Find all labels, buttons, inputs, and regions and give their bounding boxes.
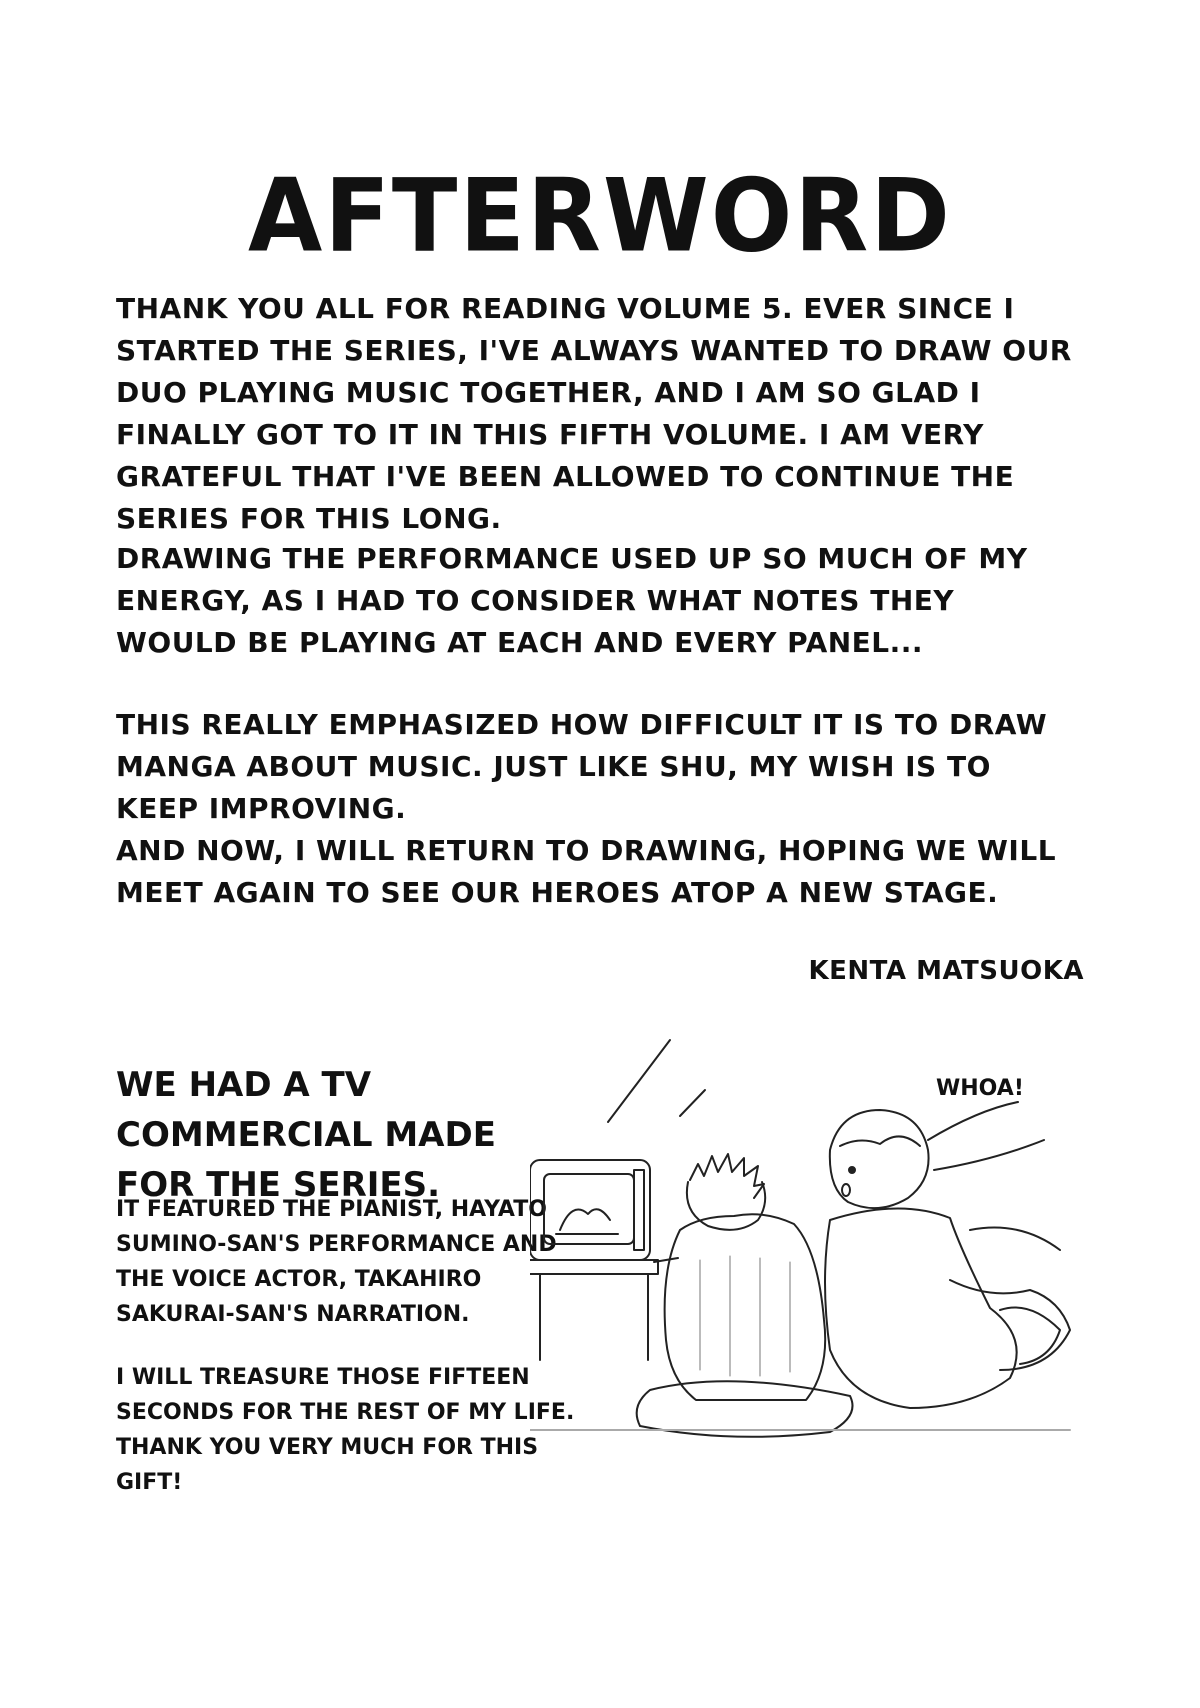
motion-line: [680, 1090, 705, 1116]
tv-icon: [530, 1160, 678, 1360]
author-signature: KENTA MATSUOKA: [808, 956, 1084, 986]
commercial-paragraph-1: IT FEATURED THE PIANIST, HAYATO SUMINO-SAN'S PERFORMANCE AND THE VOICE ACTOR, TAKAHIRO SAKURAI-SAN'S NARRATION.: [116, 1197, 557, 1327]
afterword-paragraph-4: AND NOW, I WILL RETURN TO DRAWING, HOPING WE WILL MEET AGAIN TO SEE OUR HEROES ATOP A NEW STAGE.: [116, 834, 1057, 909]
page-title: AFTERWORD: [248, 157, 952, 275]
motion-line: [608, 1040, 670, 1122]
commercial-paragraph-2: I WILL TREASURE THOSE FIFTEEN SECONDS FOR THE REST OF MY LIFE. THANK YOU VERY MUCH FOR THIS GIFT!: [116, 1365, 575, 1495]
speech-whoa: WHOA!: [936, 1076, 1024, 1101]
afterword-paragraph-1: THANK YOU ALL FOR READING VOLUME 5. EVER SINCE I STARTED THE SERIES, I'VE ALWAYS WANTED TO DRAW OUR DUO PLAYING MUSIC TOGETHER, AND I AM SO GLAD I FINALLY GOT TO IT IN THIS FIFTH VOLUME. I AM VERY GRATEFUL THAT I'VE BEEN ALLOWED TO CONTINUE THE SERIES FOR THIS LONG.: [116, 292, 1072, 535]
commercial-heading: WE HAD A TV COMMERCIAL MADE FOR THE SERIES.: [116, 1065, 496, 1205]
boy-figure-icon: [637, 1154, 853, 1437]
girl-figure-icon: [825, 1102, 1070, 1408]
afterword-paragraph-3: THIS REALLY EMPHASIZED HOW DIFFICULT IT IS TO DRAW MANGA ABOUT MUSIC. JUST LIKE SHU, MY WISH IS TO KEEP IMPROVING.: [116, 708, 1048, 825]
afterword-paragraph-2: DRAWING THE PERFORMANCE USED UP SO MUCH OF MY ENERGY, AS I HAD TO CONSIDER WHAT NOTES THEY WOULD BE PLAYING AT EACH AND EVERY PANEL...: [116, 542, 1028, 659]
